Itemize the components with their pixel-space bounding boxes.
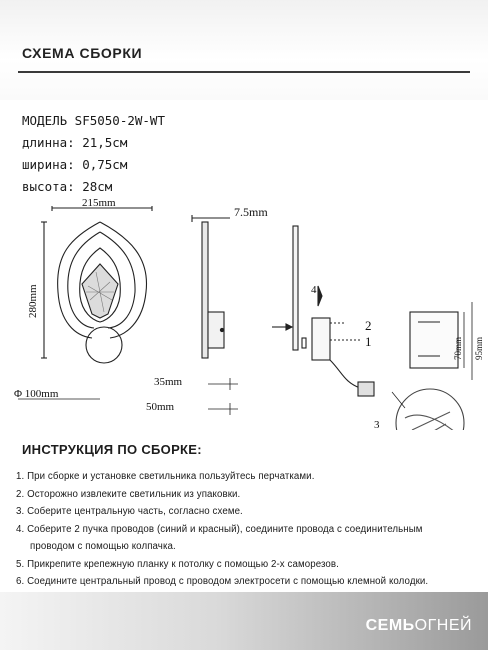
assembly-drawing [0, 190, 488, 430]
step-3: 3. Соберите центральную часть, согласно схеме. [16, 506, 243, 517]
dim-base-35-label: 35mm [154, 376, 183, 388]
spec-list [22, 110, 165, 198]
dim-70-label: 70mm [453, 336, 463, 360]
side-view [192, 215, 238, 415]
page-title: СХЕМА СБОРКИ [22, 45, 143, 61]
step-6: 6. Соедините центральный провод с проводом электросети с помощью клемной колодки. [16, 576, 429, 587]
dim-height-label: 280mm [27, 284, 39, 318]
brand-light: ОГНЕЙ [414, 617, 472, 634]
dim-depth-label: 7.5mm [234, 205, 268, 219]
spec-model: МОДЕЛЬ SF5050-2W-WT [22, 113, 165, 128]
step-1: 1. При сборке и установке светильника пользуйтесь перчатками. [16, 471, 315, 482]
step-4: 4. Соберите 2 пучка проводов (синий и красный), соедините провода с соединительным [16, 523, 423, 535]
dim-width-label: 215mm [82, 197, 116, 209]
brand-logo [366, 617, 472, 635]
instruction-steps [16, 468, 476, 591]
step-5: 5. Прикрепите крепежную планку к потолку с помощью 2-х саморезов. [16, 558, 339, 570]
dim-diameter-label: Φ 100mm [14, 388, 59, 400]
callout-1: 1 [365, 334, 372, 349]
step-2: 2. Осторожно извлеките светильник из упаковки. [16, 488, 241, 500]
callout-2: 2 [365, 318, 372, 333]
header-divider [18, 71, 470, 73]
dim-95-label: 95mm [474, 336, 484, 360]
dim-base-50-label: 50mm [146, 401, 175, 413]
spec-length: длинна: 21,5см [22, 135, 128, 150]
mounting-view [272, 226, 472, 430]
step-4-continued: проводом с помощью колпачка. [30, 541, 176, 552]
brand-bold: СЕМЬ [365, 617, 415, 634]
spec-height: высота: 28см [22, 179, 113, 194]
callout-3: 3 [374, 419, 380, 430]
callout-4: 4 [311, 284, 317, 296]
spec-width: ширина: 0,75см [22, 157, 128, 172]
instructions-title: ИНСТРУКЦИЯ ПО СБОРКЕ: [22, 442, 202, 457]
